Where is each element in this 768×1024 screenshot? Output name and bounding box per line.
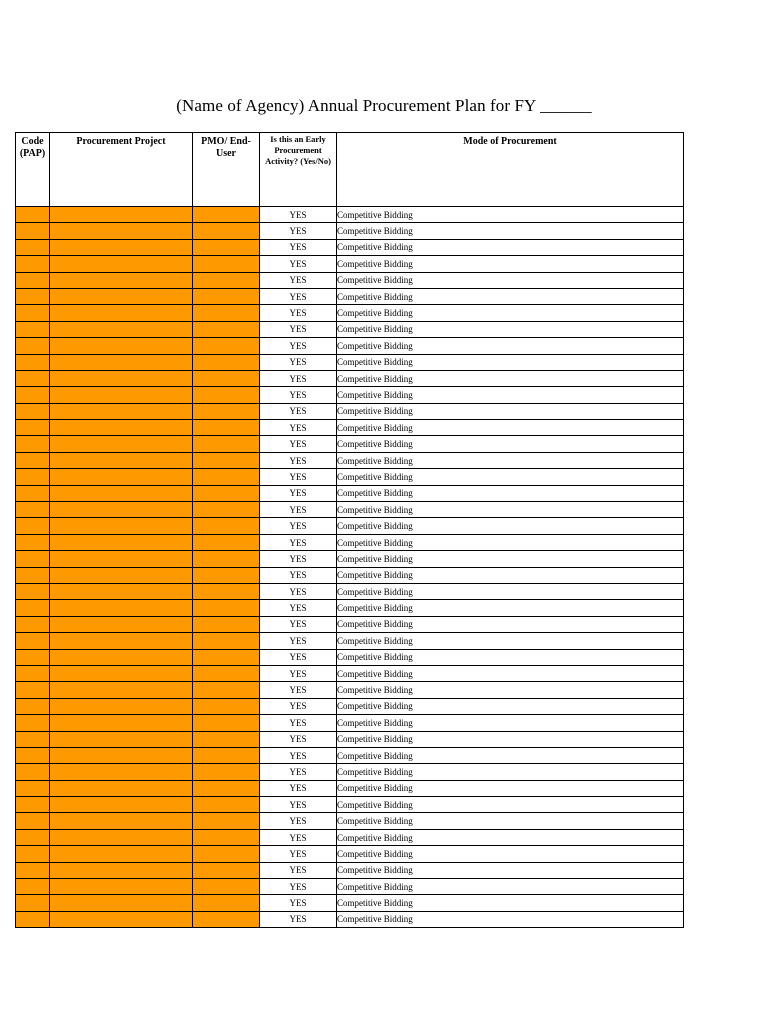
project-cell[interactable] bbox=[50, 665, 193, 681]
project-cell[interactable] bbox=[50, 436, 193, 452]
table-row bbox=[16, 731, 684, 747]
mode-of-procurement-cell[interactable]: Competitive Bidding bbox=[337, 633, 684, 649]
pmo-cell[interactable] bbox=[193, 649, 260, 665]
project-cell[interactable] bbox=[50, 387, 193, 403]
project-cell[interactable] bbox=[50, 551, 193, 567]
project-cell[interactable] bbox=[50, 370, 193, 386]
early-procurement-cell[interactable]: YES bbox=[260, 354, 337, 370]
pmo-cell[interactable] bbox=[193, 780, 260, 796]
table-row bbox=[16, 764, 684, 780]
code-cell[interactable] bbox=[16, 321, 50, 337]
early-procurement-cell[interactable]: YES bbox=[260, 518, 337, 534]
code-cell[interactable] bbox=[16, 551, 50, 567]
mode-of-procurement-cell[interactable]: Competitive Bidding bbox=[337, 256, 684, 272]
table-row bbox=[16, 403, 684, 419]
mode-of-procurement-cell[interactable]: Competitive Bidding bbox=[337, 846, 684, 862]
mode-of-procurement-cell[interactable]: Competitive Bidding bbox=[337, 403, 684, 419]
table-row bbox=[16, 649, 684, 665]
table-row bbox=[16, 665, 684, 681]
early-procurement-cell[interactable]: YES bbox=[260, 403, 337, 419]
table-row bbox=[16, 436, 684, 452]
project-cell[interactable] bbox=[50, 911, 193, 927]
code-cell[interactable] bbox=[16, 436, 50, 452]
project-cell[interactable] bbox=[50, 797, 193, 813]
table-row bbox=[16, 387, 684, 403]
code-cell[interactable] bbox=[16, 665, 50, 681]
table-row bbox=[16, 780, 684, 796]
code-cell[interactable] bbox=[16, 780, 50, 796]
table-row bbox=[16, 305, 684, 321]
mode-of-procurement-cell[interactable]: Competitive Bidding bbox=[337, 715, 684, 731]
pmo-cell[interactable] bbox=[193, 665, 260, 681]
pmo-cell[interactable] bbox=[193, 567, 260, 583]
mode-of-procurement-cell[interactable]: Competitive Bidding bbox=[337, 518, 684, 534]
code-cell[interactable] bbox=[16, 502, 50, 518]
table-row bbox=[16, 747, 684, 763]
code-cell[interactable] bbox=[16, 272, 50, 288]
early-procurement-cell[interactable]: YES bbox=[260, 272, 337, 288]
code-cell[interactable] bbox=[16, 600, 50, 616]
project-cell[interactable] bbox=[50, 207, 193, 223]
pmo-cell[interactable] bbox=[193, 797, 260, 813]
early-procurement-cell[interactable]: YES bbox=[260, 256, 337, 272]
table-header-row bbox=[16, 133, 684, 207]
project-cell[interactable] bbox=[50, 403, 193, 419]
mode-of-procurement-cell[interactable]: Competitive Bidding bbox=[337, 452, 684, 468]
table-row bbox=[16, 698, 684, 714]
mode-of-procurement-cell[interactable]: Competitive Bidding bbox=[337, 911, 684, 927]
early-procurement-cell[interactable]: YES bbox=[260, 469, 337, 485]
early-procurement-cell[interactable]: YES bbox=[260, 698, 337, 714]
project-cell[interactable] bbox=[50, 272, 193, 288]
project-cell[interactable] bbox=[50, 879, 193, 895]
table-row bbox=[16, 485, 684, 501]
pmo-cell[interactable] bbox=[193, 682, 260, 698]
table-row bbox=[16, 370, 684, 386]
pmo-cell[interactable] bbox=[193, 534, 260, 550]
mode-of-procurement-cell[interactable]: Competitive Bidding bbox=[337, 649, 684, 665]
early-procurement-cell[interactable]: YES bbox=[260, 321, 337, 337]
table-row bbox=[16, 420, 684, 436]
code-cell[interactable] bbox=[16, 370, 50, 386]
mode-of-procurement-cell[interactable]: Competitive Bidding bbox=[337, 682, 684, 698]
pmo-cell[interactable] bbox=[193, 387, 260, 403]
table-row bbox=[16, 321, 684, 337]
pmo-cell[interactable] bbox=[193, 895, 260, 911]
project-cell[interactable] bbox=[50, 895, 193, 911]
table-row bbox=[16, 879, 684, 895]
code-cell[interactable] bbox=[16, 911, 50, 927]
pmo-cell[interactable] bbox=[193, 321, 260, 337]
project-cell[interactable] bbox=[50, 534, 193, 550]
table-row bbox=[16, 338, 684, 354]
mode-of-procurement-cell[interactable]: Competitive Bidding bbox=[337, 747, 684, 763]
code-cell[interactable] bbox=[16, 764, 50, 780]
pmo-cell[interactable] bbox=[193, 633, 260, 649]
early-procurement-cell[interactable]: YES bbox=[260, 452, 337, 468]
early-procurement-cell[interactable]: YES bbox=[260, 731, 337, 747]
project-cell[interactable] bbox=[50, 223, 193, 239]
early-procurement-cell[interactable]: YES bbox=[260, 797, 337, 813]
early-procurement-cell[interactable]: YES bbox=[260, 829, 337, 845]
early-procurement-cell[interactable]: YES bbox=[260, 305, 337, 321]
mode-of-procurement-cell[interactable]: Competitive Bidding bbox=[337, 485, 684, 501]
project-cell[interactable] bbox=[50, 567, 193, 583]
table-row bbox=[16, 829, 684, 845]
code-cell[interactable] bbox=[16, 223, 50, 239]
project-cell[interactable] bbox=[50, 583, 193, 599]
procurement-plan-table bbox=[15, 132, 684, 928]
mode-of-procurement-cell[interactable]: Competitive Bidding bbox=[337, 420, 684, 436]
early-procurement-cell[interactable]: YES bbox=[260, 862, 337, 878]
pmo-cell[interactable] bbox=[193, 862, 260, 878]
project-cell[interactable] bbox=[50, 469, 193, 485]
code-cell[interactable] bbox=[16, 649, 50, 665]
mode-of-procurement-cell[interactable]: Competitive Bidding bbox=[337, 239, 684, 255]
pmo-cell[interactable] bbox=[193, 502, 260, 518]
mode-of-procurement-cell[interactable]: Competitive Bidding bbox=[337, 354, 684, 370]
table-row bbox=[16, 207, 684, 223]
project-cell[interactable] bbox=[50, 649, 193, 665]
early-procurement-cell[interactable]: YES bbox=[260, 813, 337, 829]
table-row bbox=[16, 256, 684, 272]
code-cell[interactable] bbox=[16, 288, 50, 304]
code-cell[interactable] bbox=[16, 239, 50, 255]
mode-of-procurement-cell[interactable]: Competitive Bidding bbox=[337, 551, 684, 567]
code-cell[interactable] bbox=[16, 879, 50, 895]
early-procurement-cell[interactable]: YES bbox=[260, 239, 337, 255]
mode-of-procurement-cell[interactable]: Competitive Bidding bbox=[337, 797, 684, 813]
project-cell[interactable] bbox=[50, 698, 193, 714]
document-title: (Name of Agency) Annual Procurement Plan for FY ______ bbox=[176, 96, 592, 115]
project-cell[interactable] bbox=[50, 354, 193, 370]
pmo-cell[interactable] bbox=[193, 583, 260, 599]
pmo-cell[interactable] bbox=[193, 403, 260, 419]
mode-of-procurement-cell[interactable]: Competitive Bidding bbox=[337, 370, 684, 386]
project-cell[interactable] bbox=[50, 338, 193, 354]
early-procurement-cell[interactable]: YES bbox=[260, 780, 337, 796]
code-cell[interactable] bbox=[16, 387, 50, 403]
project-cell[interactable] bbox=[50, 321, 193, 337]
mode-of-procurement-cell[interactable]: Competitive Bidding bbox=[337, 600, 684, 616]
table-row bbox=[16, 583, 684, 599]
table-row bbox=[16, 600, 684, 616]
table-row bbox=[16, 862, 684, 878]
early-procurement-cell[interactable]: YES bbox=[260, 911, 337, 927]
header-procurement-project: Procurement Project bbox=[50, 133, 193, 207]
mode-of-procurement-cell[interactable]: Competitive Bidding bbox=[337, 502, 684, 518]
table-body bbox=[16, 207, 684, 928]
early-procurement-cell[interactable]: YES bbox=[260, 567, 337, 583]
early-procurement-cell[interactable]: YES bbox=[260, 502, 337, 518]
table-row bbox=[16, 452, 684, 468]
table-row bbox=[16, 682, 684, 698]
early-procurement-cell[interactable]: YES bbox=[260, 534, 337, 550]
table-row bbox=[16, 846, 684, 862]
code-cell[interactable] bbox=[16, 338, 50, 354]
pmo-cell[interactable] bbox=[193, 698, 260, 714]
pmo-cell[interactable] bbox=[193, 747, 260, 763]
pmo-cell[interactable] bbox=[193, 420, 260, 436]
early-procurement-cell[interactable]: YES bbox=[260, 600, 337, 616]
early-procurement-cell[interactable]: YES bbox=[260, 715, 337, 731]
table-row bbox=[16, 518, 684, 534]
mode-of-procurement-cell[interactable]: Competitive Bidding bbox=[337, 813, 684, 829]
early-procurement-cell[interactable]: YES bbox=[260, 420, 337, 436]
project-cell[interactable] bbox=[50, 256, 193, 272]
early-procurement-cell[interactable]: YES bbox=[260, 879, 337, 895]
mode-of-procurement-cell[interactable]: Competitive Bidding bbox=[337, 223, 684, 239]
project-cell[interactable] bbox=[50, 813, 193, 829]
table-row bbox=[16, 502, 684, 518]
early-procurement-cell[interactable]: YES bbox=[260, 665, 337, 681]
header-pmo-end-user: PMO/ End-User bbox=[193, 133, 260, 207]
pmo-cell[interactable] bbox=[193, 911, 260, 927]
mode-of-procurement-cell[interactable]: Competitive Bidding bbox=[337, 272, 684, 288]
early-procurement-cell[interactable]: YES bbox=[260, 436, 337, 452]
code-cell[interactable] bbox=[16, 797, 50, 813]
code-cell[interactable] bbox=[16, 256, 50, 272]
code-cell[interactable] bbox=[16, 813, 50, 829]
table-row bbox=[16, 715, 684, 731]
pmo-cell[interactable] bbox=[193, 256, 260, 272]
code-cell[interactable] bbox=[16, 534, 50, 550]
code-cell[interactable] bbox=[16, 485, 50, 501]
mode-of-procurement-cell[interactable]: Competitive Bidding bbox=[337, 436, 684, 452]
mode-of-procurement-cell[interactable]: Competitive Bidding bbox=[337, 288, 684, 304]
early-procurement-cell[interactable]: YES bbox=[260, 551, 337, 567]
mode-of-procurement-cell[interactable]: Competitive Bidding bbox=[337, 207, 684, 223]
pmo-cell[interactable] bbox=[193, 551, 260, 567]
code-cell[interactable] bbox=[16, 469, 50, 485]
header-code: Code (PAP) bbox=[16, 133, 50, 207]
code-cell[interactable] bbox=[16, 403, 50, 419]
early-procurement-cell[interactable]: YES bbox=[260, 338, 337, 354]
mode-of-procurement-cell[interactable]: Competitive Bidding bbox=[337, 764, 684, 780]
mode-of-procurement-cell[interactable]: Competitive Bidding bbox=[337, 583, 684, 599]
project-cell[interactable] bbox=[50, 452, 193, 468]
mode-of-procurement-cell[interactable]: Competitive Bidding bbox=[337, 469, 684, 485]
code-cell[interactable] bbox=[16, 846, 50, 862]
code-cell[interactable] bbox=[16, 682, 50, 698]
table-row bbox=[16, 567, 684, 583]
table-row bbox=[16, 272, 684, 288]
early-procurement-cell[interactable]: YES bbox=[260, 387, 337, 403]
mode-of-procurement-cell[interactable]: Competitive Bidding bbox=[337, 534, 684, 550]
mode-of-procurement-cell[interactable]: Competitive Bidding bbox=[337, 829, 684, 845]
pmo-cell[interactable] bbox=[193, 305, 260, 321]
pmo-cell[interactable] bbox=[193, 518, 260, 534]
mode-of-procurement-cell[interactable]: Competitive Bidding bbox=[337, 780, 684, 796]
header-early-procurement: Is this an Early Procurement Activity? (Yes/No) bbox=[260, 133, 337, 207]
code-cell[interactable] bbox=[16, 207, 50, 223]
table-row bbox=[16, 616, 684, 632]
pmo-cell[interactable] bbox=[193, 452, 260, 468]
pmo-cell[interactable] bbox=[193, 846, 260, 862]
mode-of-procurement-cell[interactable]: Competitive Bidding bbox=[337, 616, 684, 632]
pmo-cell[interactable] bbox=[193, 436, 260, 452]
pmo-cell[interactable] bbox=[193, 223, 260, 239]
header-mode-of-procurement: Mode of Procurement bbox=[337, 133, 684, 207]
pmo-cell[interactable] bbox=[193, 879, 260, 895]
pmo-cell[interactable] bbox=[193, 764, 260, 780]
early-procurement-cell[interactable]: YES bbox=[260, 747, 337, 763]
table-row bbox=[16, 813, 684, 829]
code-cell[interactable] bbox=[16, 862, 50, 878]
pmo-cell[interactable] bbox=[193, 813, 260, 829]
code-cell[interactable] bbox=[16, 305, 50, 321]
project-cell[interactable] bbox=[50, 764, 193, 780]
table-row bbox=[16, 288, 684, 304]
table-row bbox=[16, 354, 684, 370]
mode-of-procurement-cell[interactable]: Competitive Bidding bbox=[337, 862, 684, 878]
code-cell[interactable] bbox=[16, 633, 50, 649]
mode-of-procurement-cell[interactable]: Competitive Bidding bbox=[337, 879, 684, 895]
pmo-cell[interactable] bbox=[193, 715, 260, 731]
pmo-cell[interactable] bbox=[193, 354, 260, 370]
code-cell[interactable] bbox=[16, 567, 50, 583]
project-cell[interactable] bbox=[50, 633, 193, 649]
early-procurement-cell[interactable]: YES bbox=[260, 764, 337, 780]
project-cell[interactable] bbox=[50, 600, 193, 616]
pmo-cell[interactable] bbox=[193, 207, 260, 223]
code-cell[interactable] bbox=[16, 829, 50, 845]
project-cell[interactable] bbox=[50, 518, 193, 534]
project-cell[interactable] bbox=[50, 502, 193, 518]
code-cell[interactable] bbox=[16, 616, 50, 632]
code-cell[interactable] bbox=[16, 452, 50, 468]
project-cell[interactable] bbox=[50, 747, 193, 763]
project-cell[interactable] bbox=[50, 288, 193, 304]
code-cell[interactable] bbox=[16, 354, 50, 370]
mode-of-procurement-cell[interactable]: Competitive Bidding bbox=[337, 338, 684, 354]
table-row bbox=[16, 797, 684, 813]
project-cell[interactable] bbox=[50, 846, 193, 862]
table-row bbox=[16, 911, 684, 927]
pmo-cell[interactable] bbox=[193, 370, 260, 386]
early-procurement-cell[interactable]: YES bbox=[260, 485, 337, 501]
mode-of-procurement-cell[interactable]: Competitive Bidding bbox=[337, 698, 684, 714]
early-procurement-cell[interactable]: YES bbox=[260, 223, 337, 239]
project-cell[interactable] bbox=[50, 731, 193, 747]
code-cell[interactable] bbox=[16, 518, 50, 534]
mode-of-procurement-cell[interactable]: Competitive Bidding bbox=[337, 731, 684, 747]
early-procurement-cell[interactable]: YES bbox=[260, 846, 337, 862]
mode-of-procurement-cell[interactable]: Competitive Bidding bbox=[337, 321, 684, 337]
table-row bbox=[16, 895, 684, 911]
early-procurement-cell[interactable]: YES bbox=[260, 207, 337, 223]
early-procurement-cell[interactable]: YES bbox=[260, 370, 337, 386]
project-cell[interactable] bbox=[50, 715, 193, 731]
pmo-cell[interactable] bbox=[193, 731, 260, 747]
code-cell[interactable] bbox=[16, 731, 50, 747]
project-cell[interactable] bbox=[50, 862, 193, 878]
early-procurement-cell[interactable]: YES bbox=[260, 288, 337, 304]
project-cell[interactable] bbox=[50, 829, 193, 845]
early-procurement-cell[interactable]: YES bbox=[260, 633, 337, 649]
pmo-cell[interactable] bbox=[193, 600, 260, 616]
table-row bbox=[16, 469, 684, 485]
pmo-cell[interactable] bbox=[193, 272, 260, 288]
code-cell[interactable] bbox=[16, 420, 50, 436]
project-cell[interactable] bbox=[50, 485, 193, 501]
project-cell[interactable] bbox=[50, 239, 193, 255]
code-cell[interactable] bbox=[16, 583, 50, 599]
pmo-cell[interactable] bbox=[193, 469, 260, 485]
project-cell[interactable] bbox=[50, 780, 193, 796]
code-cell[interactable] bbox=[16, 895, 50, 911]
early-procurement-cell[interactable]: YES bbox=[260, 616, 337, 632]
pmo-cell[interactable] bbox=[193, 338, 260, 354]
code-cell[interactable] bbox=[16, 698, 50, 714]
mode-of-procurement-cell[interactable]: Competitive Bidding bbox=[337, 305, 684, 321]
early-procurement-cell[interactable]: YES bbox=[260, 649, 337, 665]
project-cell[interactable] bbox=[50, 682, 193, 698]
mode-of-procurement-cell[interactable]: Competitive Bidding bbox=[337, 895, 684, 911]
project-cell[interactable] bbox=[50, 420, 193, 436]
pmo-cell[interactable] bbox=[193, 616, 260, 632]
mode-of-procurement-cell[interactable]: Competitive Bidding bbox=[337, 665, 684, 681]
early-procurement-cell[interactable]: YES bbox=[260, 682, 337, 698]
table-row bbox=[16, 633, 684, 649]
early-procurement-cell[interactable]: YES bbox=[260, 895, 337, 911]
early-procurement-cell[interactable]: YES bbox=[260, 583, 337, 599]
pmo-cell[interactable] bbox=[193, 288, 260, 304]
mode-of-procurement-cell[interactable]: Competitive Bidding bbox=[337, 567, 684, 583]
pmo-cell[interactable] bbox=[193, 239, 260, 255]
code-cell[interactable] bbox=[16, 715, 50, 731]
mode-of-procurement-cell[interactable]: Competitive Bidding bbox=[337, 387, 684, 403]
project-cell[interactable] bbox=[50, 616, 193, 632]
pmo-cell[interactable] bbox=[193, 829, 260, 845]
table-row bbox=[16, 223, 684, 239]
pmo-cell[interactable] bbox=[193, 485, 260, 501]
table-row bbox=[16, 534, 684, 550]
code-cell[interactable] bbox=[16, 747, 50, 763]
table-row bbox=[16, 239, 684, 255]
project-cell[interactable] bbox=[50, 305, 193, 321]
table-row bbox=[16, 551, 684, 567]
